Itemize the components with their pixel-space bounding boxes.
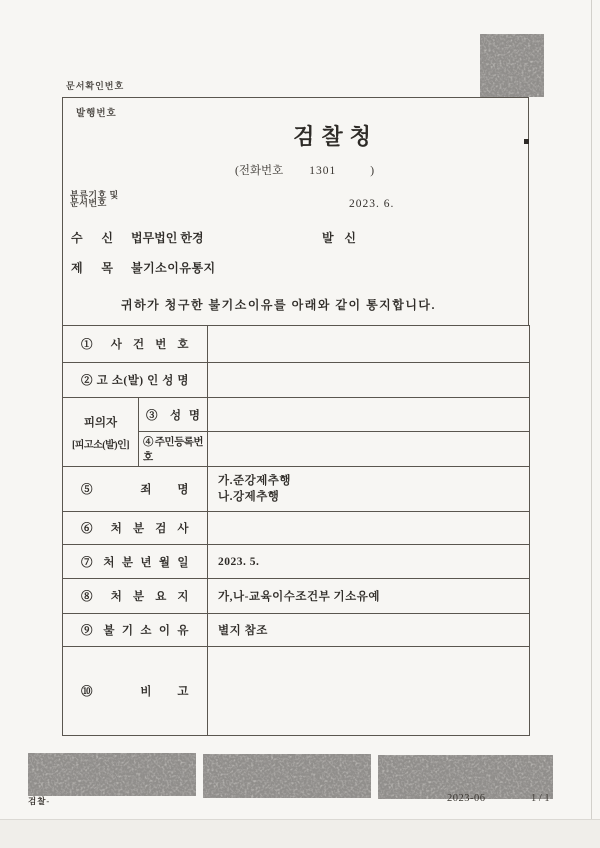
subject-label: 제 목	[71, 261, 113, 275]
issue-number-label: 발행번호	[76, 109, 117, 119]
nonprosecution-reason-value: 별지 참조	[208, 614, 530, 647]
row-offense-name	[63, 467, 530, 512]
redacted-stamp-block	[480, 34, 544, 97]
suspect-name-label: ③ 성 명	[139, 398, 208, 432]
nonprosecution-reason-label: ⑨ 불 기 소 이 유	[63, 614, 208, 647]
phone-line	[235, 162, 374, 178]
complainant-name-label: ② 고 소(발) 인 성 명	[63, 363, 208, 398]
issue-date: 2023. 6.	[349, 198, 395, 210]
case-number-label: ① 사 건 번 호	[63, 326, 208, 363]
footer-form-code: 검찰-	[28, 796, 51, 806]
row-suspect-name	[63, 398, 530, 432]
remarks-value	[208, 647, 530, 736]
sender-label: 발 신	[322, 231, 356, 245]
scan-edge-line	[591, 0, 592, 848]
redacted-footer-block-2	[203, 754, 371, 798]
disposition-summary-label: ⑧ 처 분 요 지	[63, 579, 208, 614]
phone-number: 1301	[309, 165, 337, 177]
subject-value: 불기소이유통지	[131, 261, 216, 275]
row-complainant-name	[63, 363, 530, 398]
suspect-group-label: 피의자 [피고소(발)인]	[63, 398, 139, 467]
phone-label: (전화번호	[235, 165, 284, 177]
offense-name-value: 가.준강제추행 나.강제추행	[208, 467, 530, 512]
disposing-prosecutor-label: ⑥ 처 분 검 사	[63, 512, 208, 545]
disposition-date-value: 2023. 5.	[208, 545, 530, 579]
notice-text: 귀하가 청구한 불기소이유를 아래와 같이 통지합니다.	[121, 298, 437, 312]
phone-close-paren: )	[370, 165, 375, 177]
row-case-number	[63, 326, 530, 363]
resident-number-label: ④주민등록번호	[139, 432, 208, 467]
row-nonprosecution-reason	[63, 614, 530, 647]
row-disposition-date	[63, 545, 530, 579]
subject-row	[71, 259, 523, 276]
complainant-name-value	[208, 363, 530, 398]
footer-page-number: 1 / 1	[531, 793, 550, 804]
disposition-summary-value: 가,나-교육이수조건부 기소유예	[208, 579, 530, 614]
footer-date: 2023-06	[447, 793, 486, 804]
recipient-row	[71, 229, 523, 246]
suspect-name-value	[208, 398, 530, 432]
row-disposing-prosecutor	[63, 512, 530, 545]
remarks-label: ⑩ 비 고	[63, 647, 208, 736]
recipient-label: 수 신	[71, 231, 113, 245]
disposing-prosecutor-value	[208, 512, 530, 545]
agency-title: 검찰청	[293, 124, 378, 149]
resident-number-value	[208, 432, 530, 467]
case-info-table	[62, 325, 530, 736]
recipient-value: 법무법인 한경	[131, 231, 204, 245]
scan-bottom-edge	[0, 819, 600, 848]
offense-name-label: ⑤ 죄 명	[63, 467, 208, 512]
classification-code-label: 분류기호 및 문서번호	[70, 190, 119, 208]
case-number-value	[208, 326, 530, 363]
row-remarks	[63, 647, 530, 736]
disposition-date-label: ⑦ 처 분 년 월 일	[63, 545, 208, 579]
scan-dot-artifact	[524, 139, 529, 144]
redacted-footer-block-1	[28, 753, 196, 796]
document-header-box	[62, 97, 529, 325]
row-disposition-summary	[63, 579, 530, 614]
doc-verify-number-label: 문서확인번호	[66, 81, 125, 91]
